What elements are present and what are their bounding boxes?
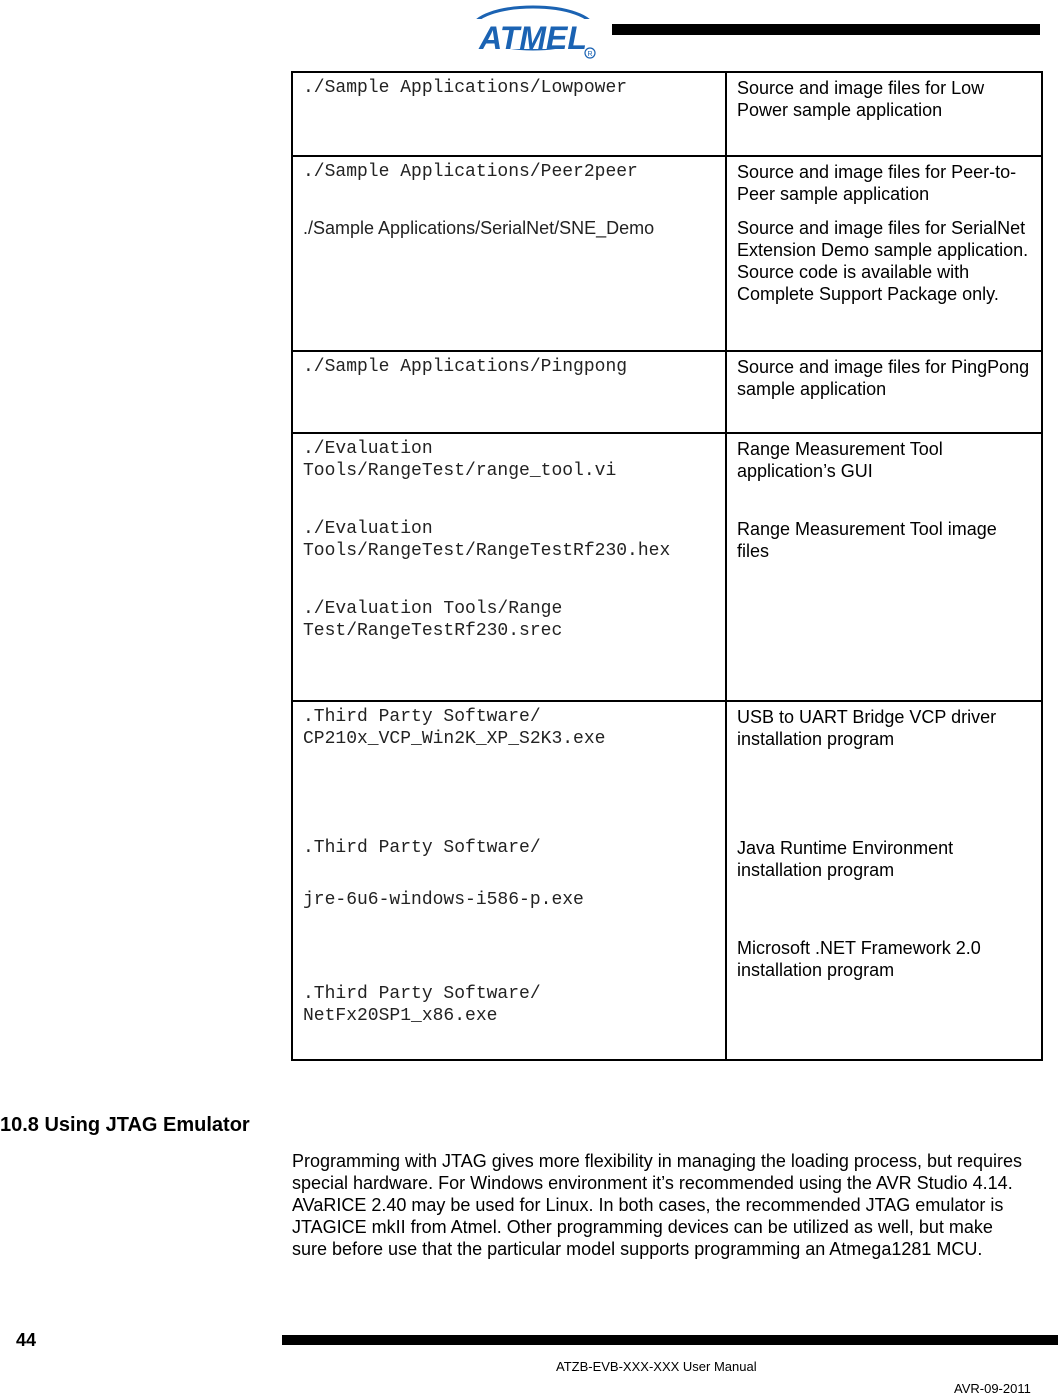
description-cell: [726, 156, 1042, 351]
header-rule: [612, 24, 1040, 35]
path-cell: [292, 351, 726, 433]
svg-text:R: R: [587, 51, 593, 58]
file-listing-table: [291, 71, 1043, 1061]
file-path: .Third Party Software/: [303, 838, 541, 858]
file-path: ./Evaluation Tools/RangeTest/RangeTestRf230.hex: [303, 519, 671, 561]
table-row: [292, 156, 1042, 351]
table-row: [292, 351, 1042, 433]
document-title: ATZB-EVB-XXX-XXX User Manual: [556, 1359, 757, 1374]
footer-rule: [282, 1335, 1058, 1345]
file-path: ./Evaluation Tools/Range Test/RangeTestRf230.srec: [303, 599, 574, 641]
file-description: Microsoft .NET Framework 2.0 installation program: [737, 938, 986, 980]
file-description: Java Runtime Environment installation program: [737, 838, 959, 880]
path-cell: [292, 433, 726, 701]
file-path: .Third Party Software/ CP210x_VCP_Win2K_XP_S2K3.exe: [303, 707, 606, 749]
section-heading: 10.8 Using JTAG Emulator: [0, 1114, 250, 1136]
file-description: Range Measurement Tool application’s GUI: [737, 439, 948, 481]
file-description: Source and image files for PingPong sample application: [737, 357, 1035, 399]
file-path: ./Sample Applications/SerialNet/SNE_Demo: [303, 218, 655, 238]
path-cell: [292, 72, 726, 156]
file-path: jre-6u6-windows-i586-p.exe: [303, 890, 584, 910]
path-cell: [292, 701, 726, 1060]
file-path: .Third Party Software/ NetFx20SP1_x86.exe: [303, 984, 552, 1026]
page-number: 44: [16, 1330, 37, 1350]
file-description: USB to UART Bridge VCP driver installation program: [737, 707, 1002, 749]
table-row: [292, 72, 1042, 156]
file-description: Source and image files for Low Power sample application: [737, 78, 990, 120]
description-cell: [726, 351, 1042, 433]
file-path: ./Sample Applications/Lowpower: [303, 78, 628, 98]
path-cell: [292, 156, 726, 351]
table-row: [292, 433, 1042, 701]
description-cell: [726, 701, 1042, 1060]
logo-wordmark: ATMEL: [479, 20, 587, 56]
description-cell: [726, 433, 1042, 701]
file-description: Source and image files for Peer-to-Peer sample application: [737, 162, 1017, 204]
file-description: Range Measurement Tool image files: [737, 519, 1002, 561]
file-path: ./Sample Applications/Pingpong: [303, 357, 628, 377]
file-description: Source and image files for SerialNet Extension Demo sample application. Source code is available with Complete Support Package only.: [737, 218, 1034, 304]
table-row: [292, 701, 1042, 1060]
description-cell: [726, 72, 1042, 156]
file-path: ./Sample Applications/Peer2peer: [303, 162, 638, 182]
file-path: ./Evaluation Tools/RangeTest/range_tool.vi: [303, 439, 617, 481]
atmel-logo: [466, 2, 600, 62]
section-paragraph: Programming with JTAG gives more flexibility in managing the loading process, but requires special hardware. For Windows environment it’s recommended using the AVR Studio 4.14. AVaRICE 2.40 may be used for Linux. In both cases, the recommended JTAG emulator is JTAGICE mkII from Atmel. Other programming devices can be utilized as well, but make sure before use that the particular model supports programming an Atmega1281 MCU.: [292, 1151, 1022, 1259]
document-code: AVR-09-2011: [954, 1381, 1031, 1396]
